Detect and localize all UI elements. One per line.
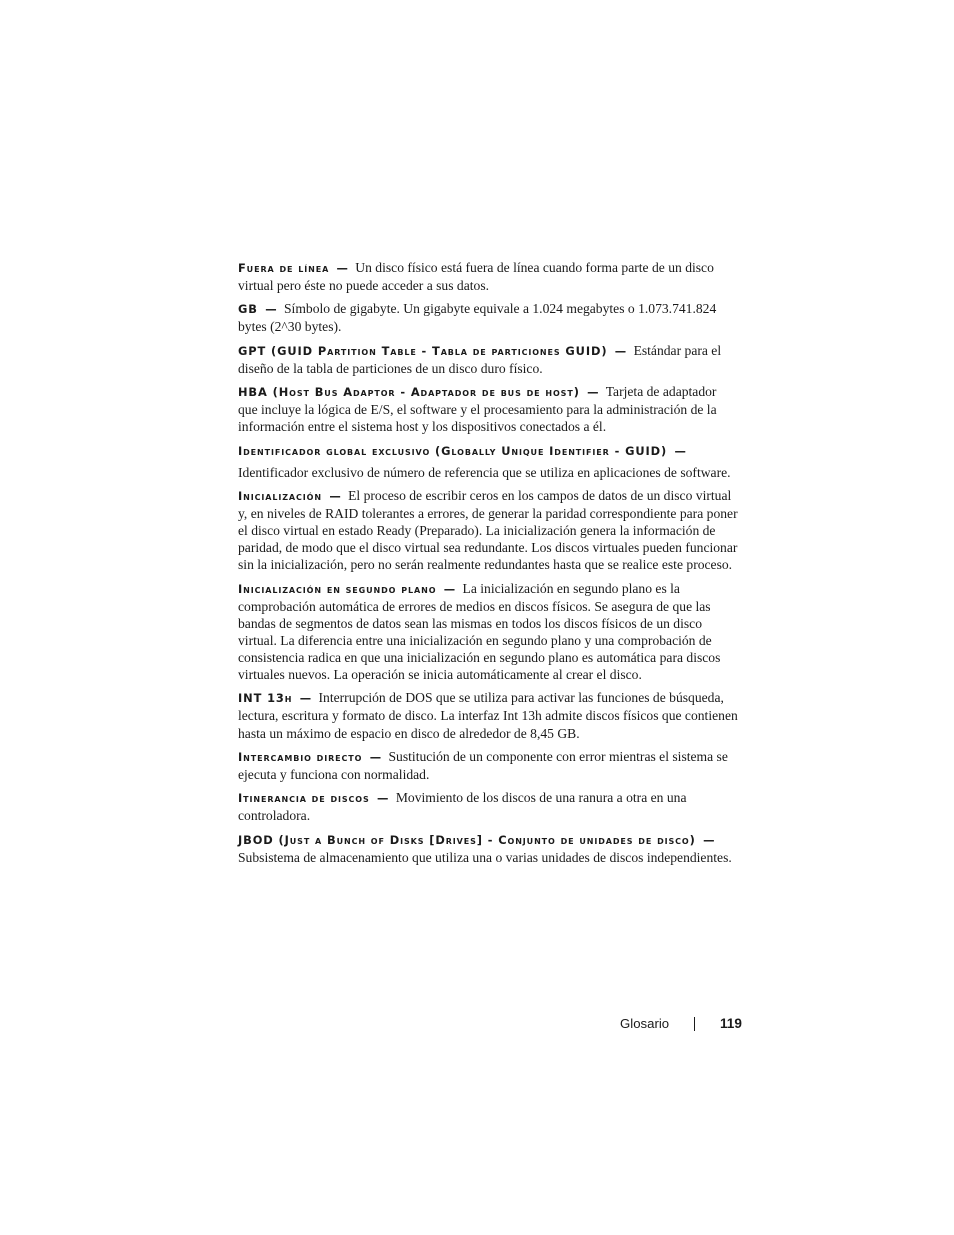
glossary-term: Fuera de línea bbox=[238, 261, 330, 275]
term-dash: — bbox=[365, 749, 386, 764]
page-number: 119 bbox=[720, 1016, 742, 1031]
glossary-entry-gb bbox=[238, 300, 738, 335]
glossary-definition-block: Identificador exclusivo de número de referencia que se utiliza en aplicaciones de software. bbox=[238, 464, 731, 480]
glossary-content bbox=[238, 259, 738, 872]
glossary-definition: Movimiento de los discos de una ranura a otra en una controladora. bbox=[238, 790, 687, 824]
glossary-entry-inicializacion-segundo-plano bbox=[238, 580, 738, 684]
glossary-definition: Subsistema de almacenamiento que utiliza una o varias unidades de discos independientes. bbox=[238, 849, 732, 865]
term-dash: — bbox=[261, 302, 281, 317]
term-dash: — bbox=[670, 443, 686, 458]
footer-separator bbox=[694, 1017, 695, 1031]
glossary-definition: Un disco físico está fuera de línea cuando forma parte de un disco virtual pero éste no puede acceder a sus datos. bbox=[238, 260, 714, 294]
glossary-term: Identificador global exclusivo (Globally Unique Identifier - GUID) bbox=[238, 443, 668, 458]
glossary-entry-gpt bbox=[238, 342, 738, 377]
term-dash: — bbox=[325, 488, 345, 503]
glossary-entry-intercambio-directo bbox=[238, 748, 738, 783]
glossary-entry-fuera-de-linea bbox=[238, 259, 738, 294]
glossary-term: INT 13h bbox=[238, 691, 293, 706]
page-footer bbox=[600, 1014, 742, 1034]
term-dash: — bbox=[373, 791, 393, 806]
glossary-entry-jbod bbox=[238, 831, 738, 866]
glossary-term: Intercambio directo bbox=[238, 749, 363, 764]
term-dash: — bbox=[699, 832, 719, 847]
glossary-definition: El proceso de escribir ceros en los campos de datos de un disco virtual y, en niveles de RAID tolerantes a errores, de generar la paridad correspondiente para poner el disco virtual en estado Ready (Preparado). La inicialización genera la información de paridad, de modo que el disco virtual sea redundante. Los discos virtuales pueden funcionar sin la inicialización, pero no serán realmente redundantes hasta que se realice este proceso. bbox=[238, 487, 738, 573]
glossary-entry-int13h bbox=[238, 689, 738, 741]
term-dash: — bbox=[583, 385, 603, 400]
glossary-term: GB bbox=[238, 302, 258, 317]
glossary-definition: Tarjeta de adaptador que incluye la lógica de E/S, el software y el procesamiento para la administración de la información entre el sistema host y los dispositivos conectados a él. bbox=[238, 384, 717, 435]
glossary-entry-guid bbox=[238, 442, 738, 460]
glossary-term: Inicialización en segundo plano bbox=[238, 581, 437, 596]
glossary-entry-inicializacion bbox=[238, 487, 738, 573]
glossary-entry-hba bbox=[238, 383, 738, 435]
glossary-definition: Símbolo de gigabyte. Un gigabyte equivale a 1.024 megabytes o 1.073.741.824 bytes (2^30 bytes). bbox=[238, 301, 717, 335]
glossary-definition: La inicialización en segundo plano es la comprobación automática de errores de medios en discos físicos. Se asegura de que las bandas de segmentos de datos sean las mismas en todos los discos físicos de un disco virtual. La diferencia entre una inicialización en segundo plano y una comprobación de consistencia radica en que una inicialización en segundo plano es automática para discos virtuales nuevos. La operación se inicia automáticamente al crear el disco. bbox=[238, 580, 721, 683]
glossary-term: HBA (Host Bus Adaptor - Adaptador de bus de host) bbox=[238, 385, 580, 400]
term-dash: — bbox=[439, 581, 460, 596]
glossary-entry-itinerancia-discos bbox=[238, 789, 738, 824]
term-dash: — bbox=[610, 343, 631, 358]
glossary-term: Inicialización bbox=[238, 488, 322, 503]
glossary-term: GPT (GUID Partition Table - Tabla de particiones GUID) bbox=[238, 343, 608, 358]
term-dash: — bbox=[332, 261, 352, 275]
glossary-term: Itinerancia de discos bbox=[238, 791, 370, 806]
term-dash: — bbox=[295, 691, 316, 706]
glossary-definition: Estándar para el diseño de la tabla de particiones de un disco duro físico. bbox=[238, 342, 722, 376]
footer-section-label: Glosario bbox=[620, 1016, 670, 1031]
glossary-definition: Interrupción de DOS que se utiliza para activar las funciones de búsqueda, lectura, escritura y formato de disco. La interfaz Int 13h admite discos físicos que contienen hasta un máximo de espacio en disco de alrededor de 8,45 GB. bbox=[238, 690, 738, 741]
glossary-term: JBOD (Just a Bunch of Disks [Drives] - Conjunto de unidades de disco) bbox=[238, 832, 696, 847]
glossary-definition: Sustitución de un componente con error mientras el sistema se ejecuta y funciona con normalidad. bbox=[238, 748, 728, 782]
